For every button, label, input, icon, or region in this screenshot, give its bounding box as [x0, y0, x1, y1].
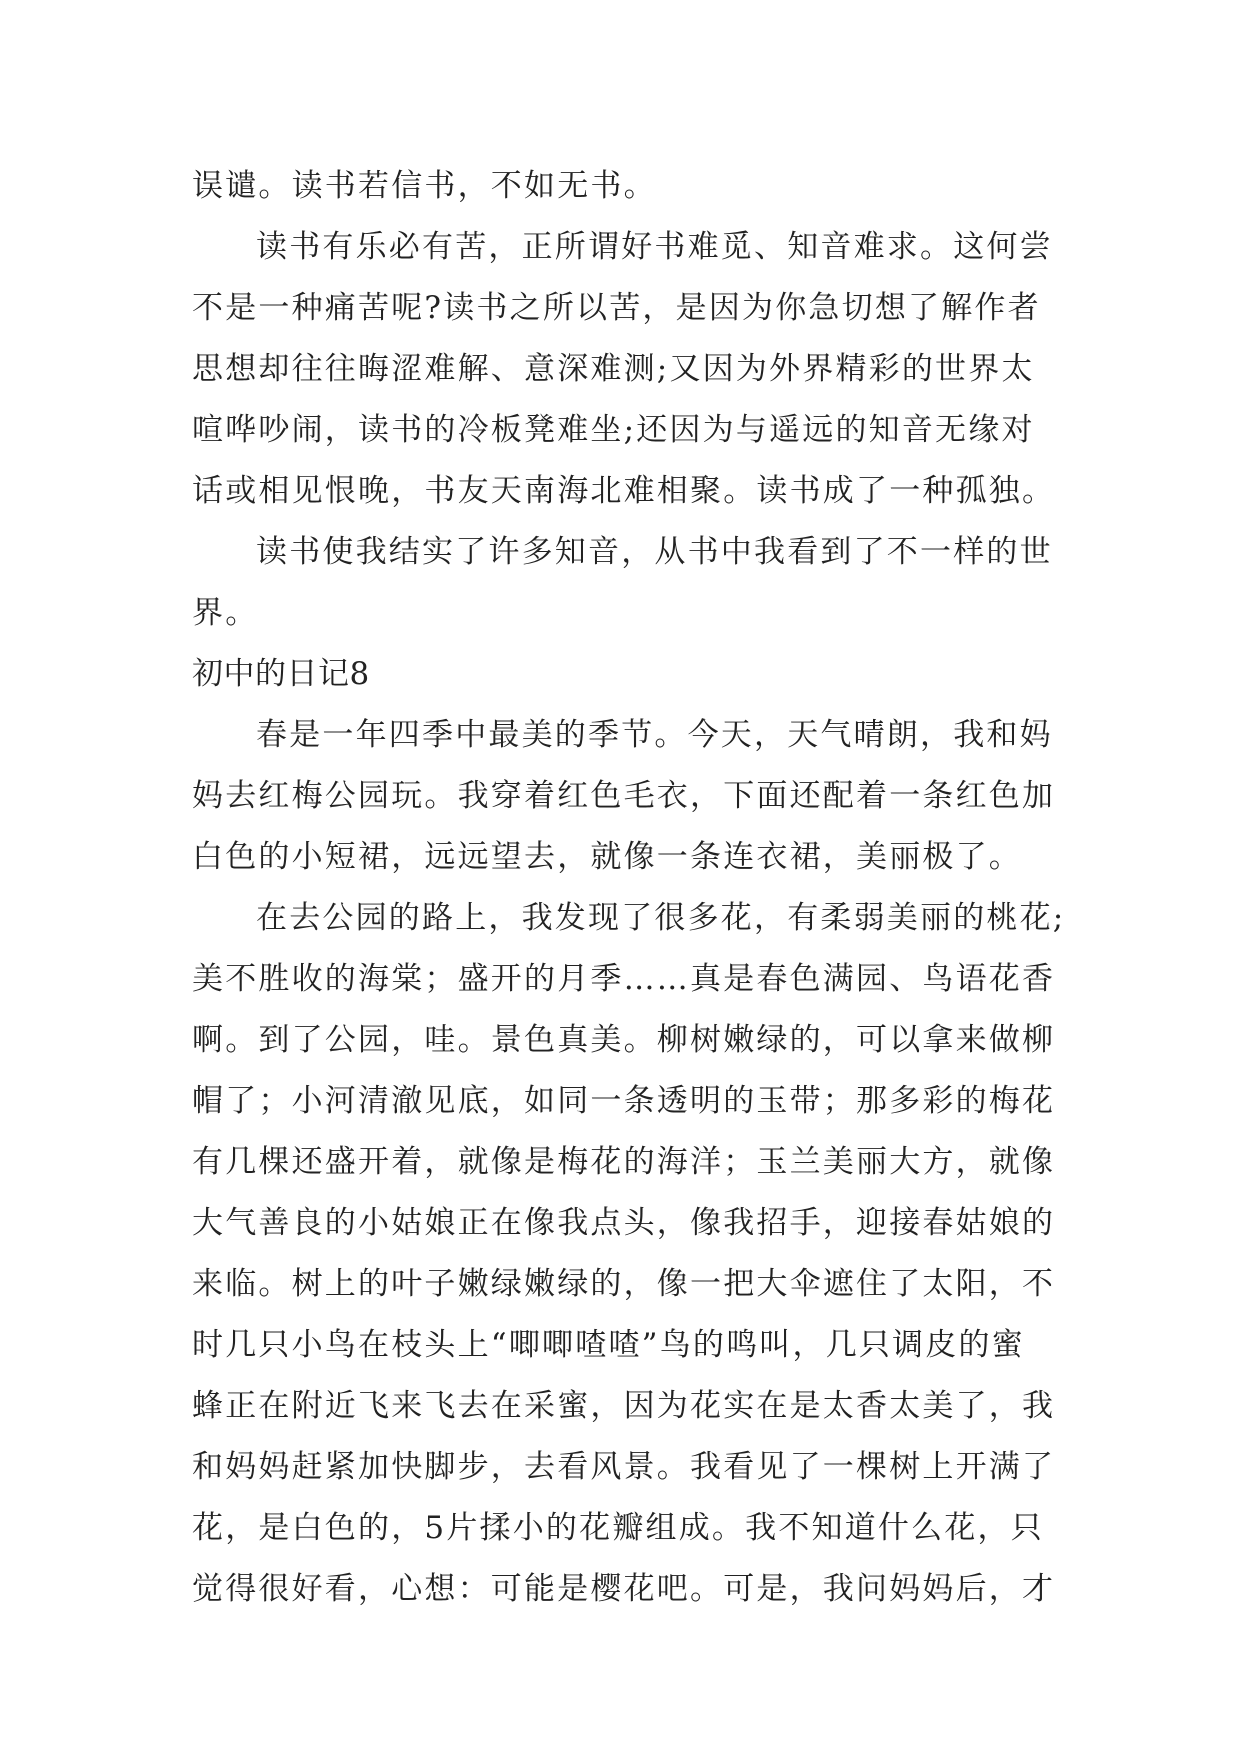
- text-line: 来临。树上的叶子嫩绿嫩绿的，像一把大伞遮住了太阳，不: [192, 1266, 1056, 1302]
- text-line: 花，是白色的，5片揉小的花瓣组成。我不知道什么花，只: [192, 1510, 1044, 1546]
- text-line: 啊。到了公园，哇。景色真美。柳树嫩绿的，可以拿来做柳: [192, 1022, 1056, 1058]
- text-line: 白色的小短裙，远远望去，就像一条连衣裙，美丽极了。: [192, 839, 1022, 875]
- text-line: 误谴。读书若信书，不如无书。: [192, 168, 657, 204]
- text-line: 和妈妈赶紧加快脚步，去看风景。我看见了一棵树上开满了: [192, 1449, 1056, 1485]
- text-line: 蜂正在附近飞来飞去在采蜜，因为花实在是太香太美了，我: [192, 1388, 1056, 1424]
- document-body: [192, 156, 1072, 1620]
- text-line: 界。: [192, 595, 259, 631]
- text-line: 喧哗吵闹，读书的冷板凳难坐;还因为与遥远的知音无缘对: [192, 412, 1035, 448]
- paragraph-first-line: 读书有乐必有苦，正所谓好书难觅、知音难求。这何尝: [256, 229, 1053, 265]
- paragraph-first-line: 读书使我结实了许多知音，从书中我看到了不一样的世: [256, 534, 1053, 570]
- text-line: 有几棵还盛开着，就像是梅花的海洋；玉兰美丽大方，就像: [192, 1144, 1056, 1180]
- text-line: 不是一种痛苦呢?读书之所以苦，是因为你急切想了解作者: [192, 290, 1041, 326]
- text-line: 觉得很好看，心想：可能是樱花吧。可是，我问妈妈后，才: [192, 1571, 1056, 1607]
- paragraph-first-line: 在去公园的路上，我发现了很多花，有柔弱美丽的桃花;: [256, 900, 1066, 936]
- text-line: 时几只小鸟在枝头上“唧唧喳喳”鸟的鸣叫，几只调皮的蜜: [192, 1327, 1025, 1363]
- section-heading: 初中的日记8: [192, 656, 370, 692]
- text-line: 帽了；小河清澈见底，如同一条透明的玉带；那多彩的梅花: [192, 1083, 1056, 1119]
- text-line: 思想却往往晦涩难解、意深难测;又因为外界精彩的世界太: [192, 351, 1035, 387]
- text-line: 妈去红梅公园玩。我穿着红色毛衣，下面还配着一条红色加: [192, 778, 1056, 814]
- paragraph-first-line: 春是一年四季中最美的季节。今天，天气晴朗，我和妈: [256, 717, 1053, 753]
- text-line: 大气善良的小姑娘正在像我点头，像我招手，迎接春姑娘的: [192, 1205, 1056, 1241]
- text-line: 美不胜收的海棠；盛开的月季……真是春色满园、鸟语花香: [192, 961, 1056, 997]
- text-line: 话或相见恨晚，书友天南海北难相聚。读书成了一种孤独。: [192, 473, 1056, 509]
